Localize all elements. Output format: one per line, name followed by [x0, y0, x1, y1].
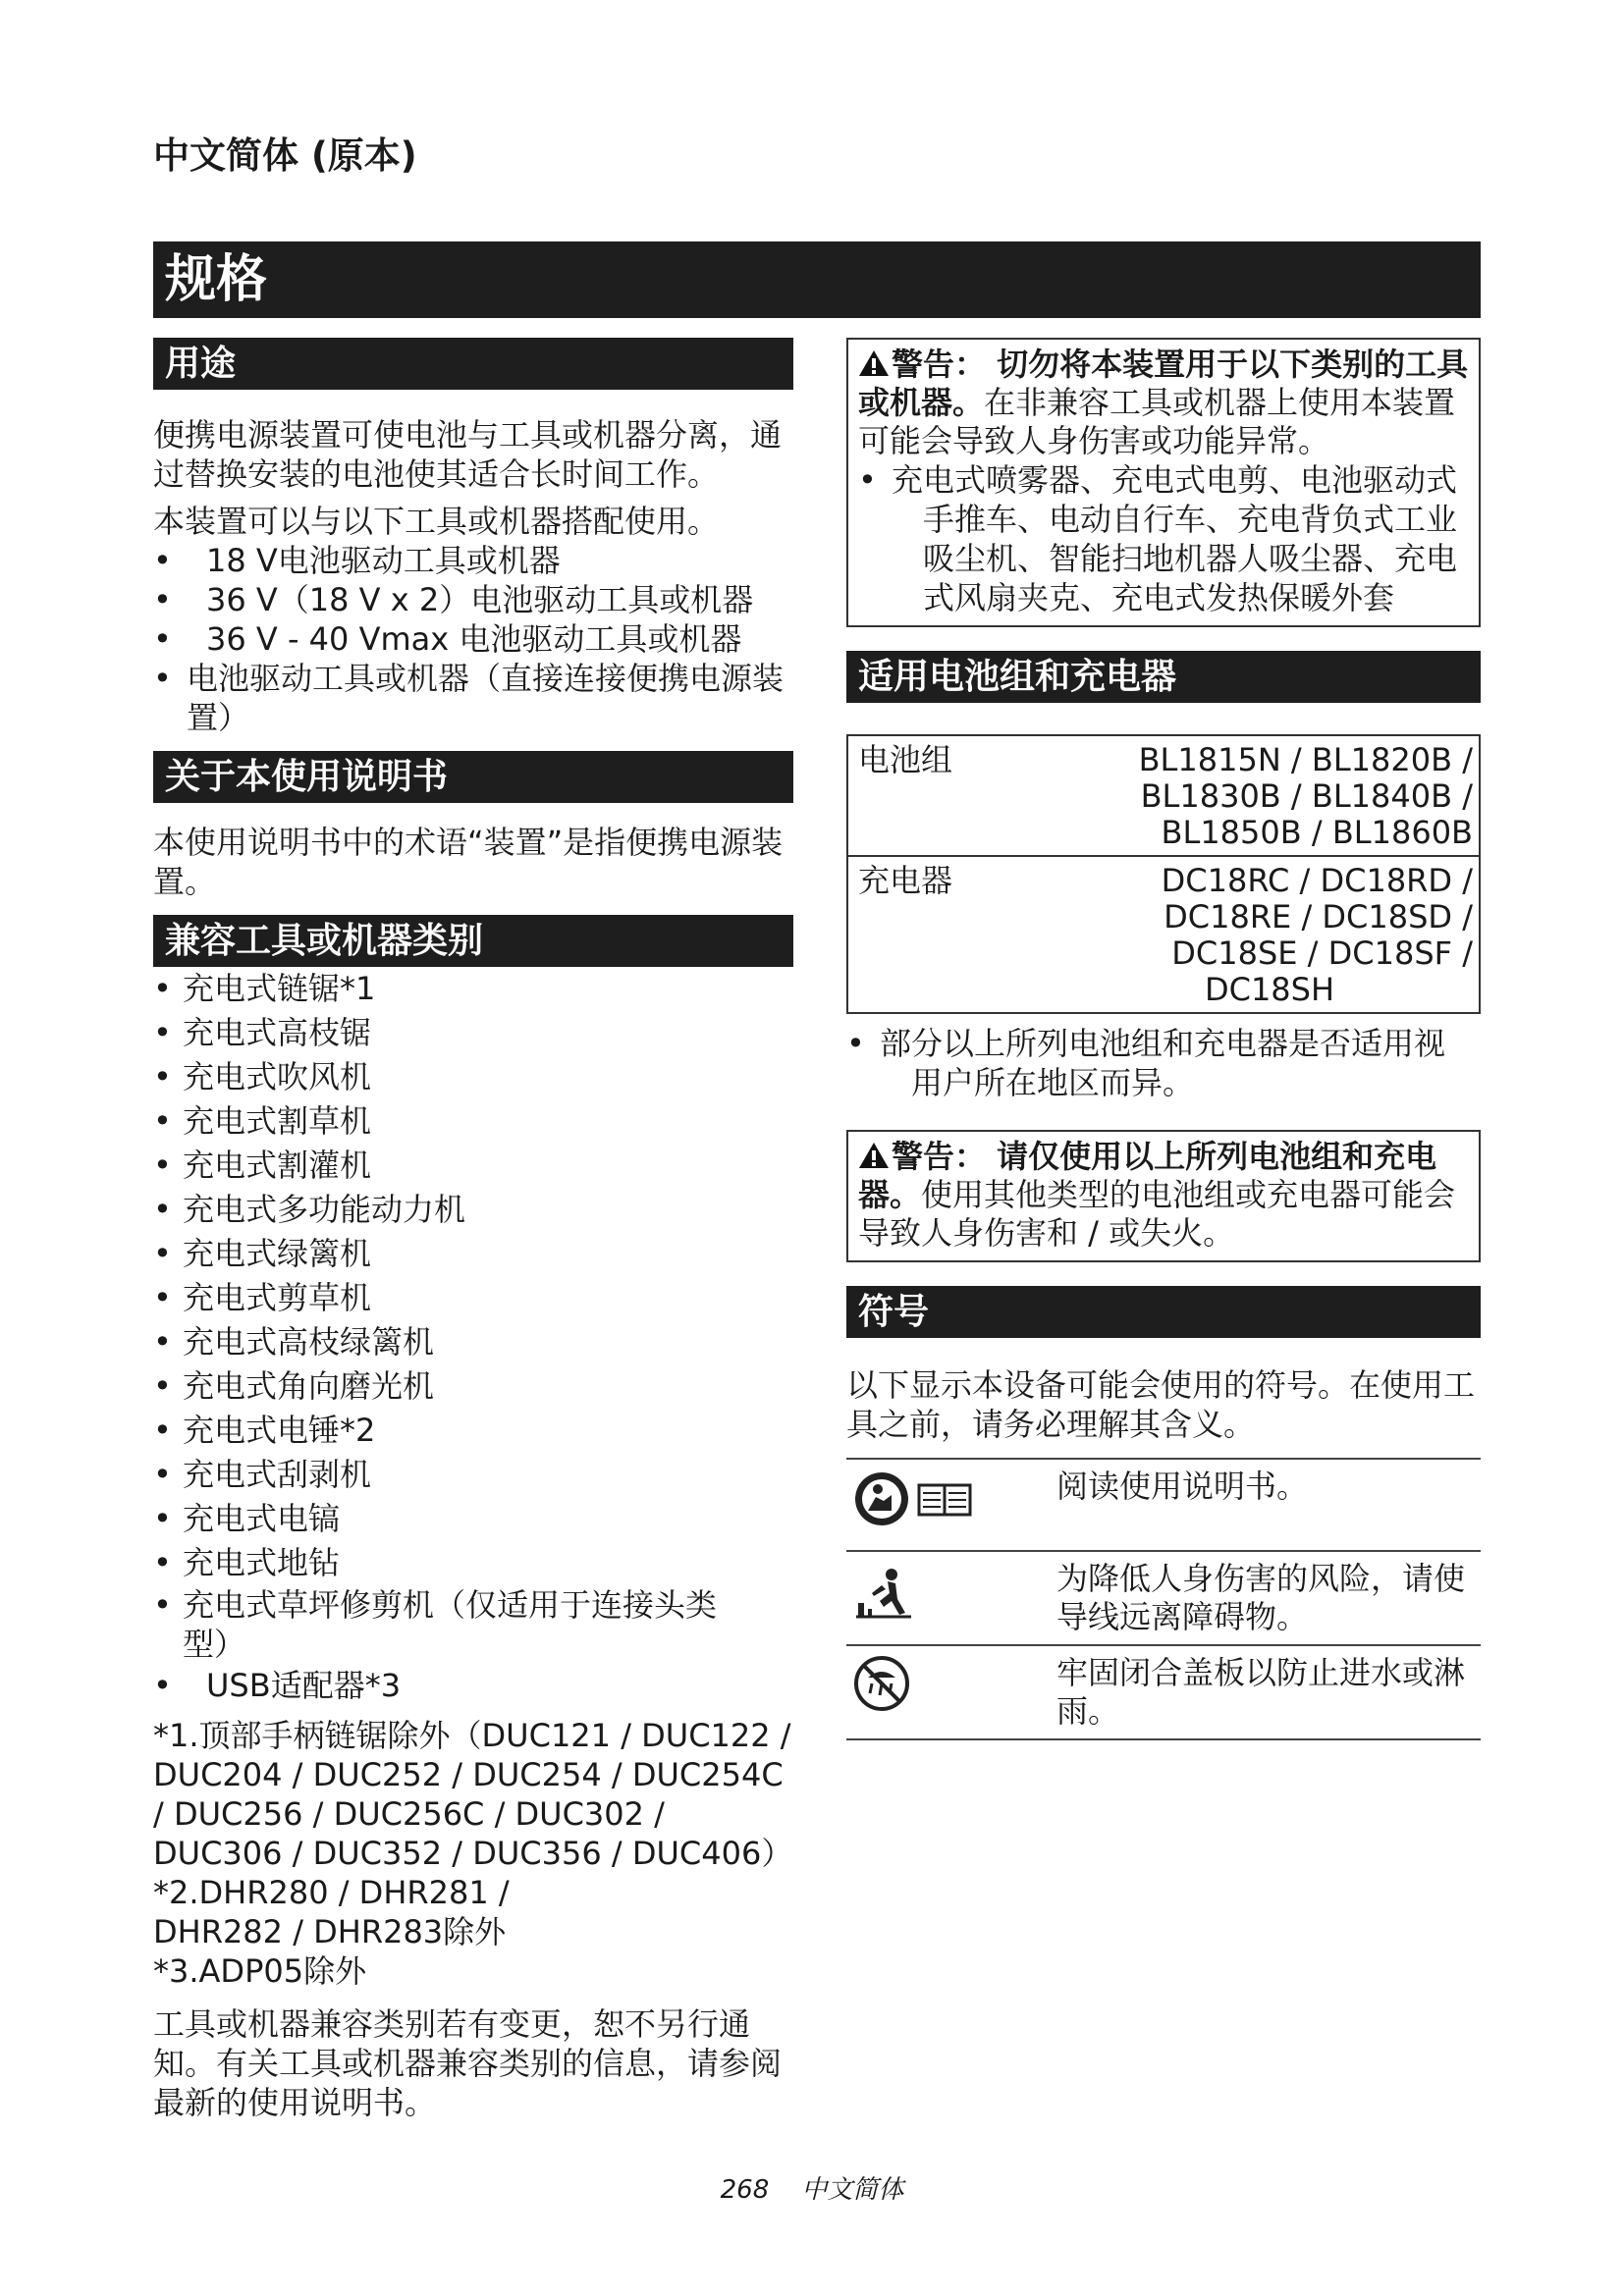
table-row: [847, 735, 1480, 856]
battery-note-list: [846, 1024, 1481, 1102]
usage-heading: 用途: [153, 338, 793, 390]
table-row: [846, 1645, 1481, 1739]
list-item: • 充电式剪草机: [153, 1279, 372, 1316]
symbol-description: 牢固闭合盖板以防止进水或淋雨。: [1056, 1645, 1481, 1739]
battery-charger-table: [846, 734, 1481, 1014]
manual-heading: 关于本使用说明书: [153, 751, 793, 803]
list-item: • 充电式草坪修剪机（仅适用于连接头类型）: [153, 1586, 718, 1663]
list-item: • 充电式电镐: [153, 1500, 341, 1537]
table-row: [846, 1459, 1481, 1551]
manual-paragraph: 本使用说明书中的术语“装置”是指便携电源装置。: [153, 824, 784, 900]
usage-paragraph: 便携电源装置可使电池与工具或机器分离，通过替换安装的电池使其适合长时间工作。: [153, 416, 783, 493]
left-column: [153, 338, 793, 2122]
no-rain-icon: [852, 1654, 911, 1713]
list-item: • 充电式绿篱机: [153, 1235, 372, 1272]
list-item: • 充电式刮剥机: [153, 1456, 372, 1493]
list-item: • 充电式角向磨光机: [153, 1367, 435, 1405]
main-title: 规格: [153, 241, 1481, 318]
list-item: • USB适配器*3: [153, 1667, 402, 1704]
list-item: • 充电式高枝绿篱机: [153, 1323, 435, 1361]
table-row: [847, 856, 1480, 1013]
compat-heading: 兼容工具或机器类别: [153, 915, 793, 967]
list-item: • 充电式电锤*2: [153, 1412, 376, 1449]
compat-list: [153, 967, 793, 1708]
footer-language: 中文简体: [801, 2175, 904, 2205]
symbol-description: 阅读使用说明书。: [1056, 1459, 1481, 1551]
battery-heading: 适用电池组和充电器: [846, 651, 1481, 703]
list-item: • 部分以上所列电池组和充电器是否适用视用户所在地区而异。: [846, 1025, 1446, 1101]
table-cell-label: 充电器: [847, 856, 978, 1013]
list-item: • 充电式高枝锯: [153, 1014, 372, 1051]
usage-list-direct: [153, 659, 793, 737]
list-item: • 36 V（18 V x 2）电池驱动工具或机器: [153, 581, 754, 618]
table-cell-label: 电池组: [847, 735, 978, 856]
page-number: 268: [720, 2175, 770, 2205]
table-cell-value: DC18RC / DC18RD / DC18RE / DC18SD / DC18SE / DC18SF / DC18SH: [978, 856, 1480, 1013]
footnote-2: *2.DHR280 / DHR281 / DHR282 / DHR283除外: [153, 1874, 510, 1950]
footnote-1: *1.顶部手柄链锯除外（DUC121 / DUC122 / DUC204 / DUC252 / DUC254 / DUC254C / DUC256 / DUC256C / DUC302 / DUC306 / DUC352 / DUC356 / DUC406）: [153, 1717, 793, 1872]
warning-box-incompatible: [846, 338, 1481, 627]
read-manual-icon: [852, 1468, 980, 1530]
right-column: [846, 338, 1481, 1740]
list-item: • 18 V电池驱动工具或机器: [153, 542, 561, 579]
symbols-table: [846, 1458, 1481, 1740]
list-item: • 充电式多功能动力机: [153, 1191, 466, 1228]
symbols-intro: 以下显示本设备可能会使用的符号。在使用工具之前，请务必理解其含义。: [846, 1366, 1476, 1443]
warning-box-batteries: [846, 1130, 1481, 1262]
footnote-3: *3.ADP05除外: [153, 1952, 367, 1990]
warning-text: 使用其他类型的电池组或充电器可能会导致人身伤害和 / 或失火。: [858, 1176, 1456, 1252]
symbols-heading: 符号: [846, 1286, 1481, 1338]
list-item: • 电池驱动工具或机器（直接连接便携电源装置）: [153, 660, 785, 736]
list-item: • 36 V - 40 Vmax 电池驱动工具或机器: [153, 620, 742, 658]
symbol-description: 为降低人身伤害的风险，请使导线远离障碍物。: [1056, 1551, 1481, 1645]
usage-paragraph-2: 本装置可以与以下工具或机器搭配使用。: [153, 503, 720, 540]
warning-triangle-icon: [858, 1142, 890, 1169]
list-item: • 充电式割草机: [153, 1102, 372, 1140]
warning-title: 警告： 切勿将本装置用于以下类别的工具或机器。: [858, 346, 1469, 421]
warning-text: 在非兼容工具或机器上使用本装置可能会导致人身伤害或功能异常。: [858, 384, 1456, 459]
compat-closing-note: 工具或机器兼容类别若有变更，恕不另行通知。有关工具或机器兼容类别的信息，请参阅最新的使用说明书。: [153, 2005, 783, 2121]
list-item: • 充电式喷雾器、充电式电剪、电池驱动式手推车、电动自行车、充电背负式工业吸尘机、智能扫地机器人吸尘器、充电式风扇夹克、充电式发热保暖外套: [858, 461, 1458, 616]
page-footer: [0, 2169, 1624, 2206]
list-item: • 充电式吹风机: [153, 1058, 372, 1095]
trip-hazard-icon: [852, 1566, 915, 1621]
warning-list: [858, 460, 1469, 617]
table-row: [846, 1551, 1481, 1645]
warning-triangle-icon: [858, 349, 890, 377]
list-item: • 充电式链锯*1: [153, 970, 376, 1007]
warning-title: 警告： 请仅使用以上所列电池组和充电器。: [858, 1138, 1437, 1213]
table-cell-value: BL1815N / BL1820B / BL1830B / BL1840B / BL1850B / BL1860B: [978, 735, 1480, 856]
language-heading: 中文简体 (原本): [153, 134, 417, 177]
list-item: • 充电式地钻: [153, 1544, 341, 1581]
list-item: • 充电式割灌机: [153, 1147, 372, 1184]
usage-list: [153, 541, 793, 659]
